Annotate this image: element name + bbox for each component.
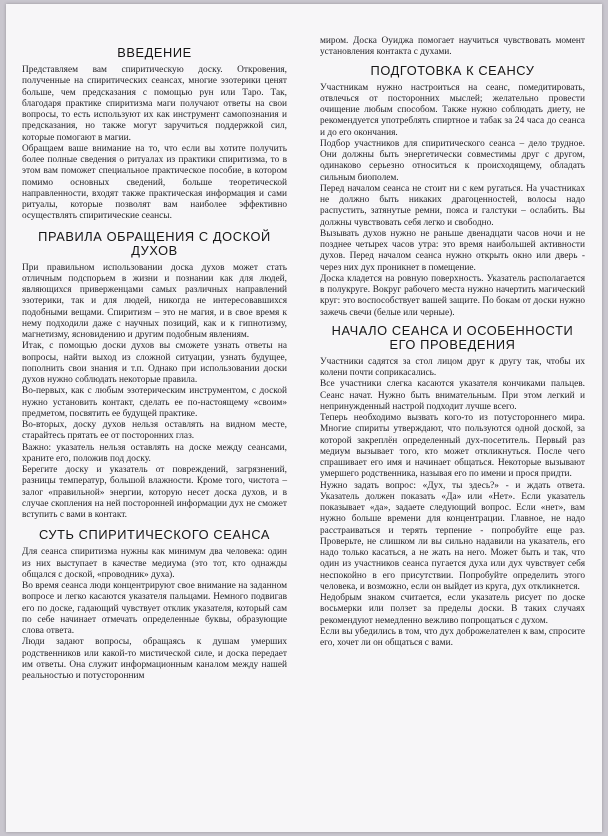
rules-paragraph: Берегите доску и указатель от повреждений, загрязнений, разницы температур, большой влажности. Кроме того, чистота – залог «правильной» энергии, которую несет доска духов, и в случае скопления на ней посторонней информации дух не сможет вступить с вами в контакт. xyxy=(22,465,287,520)
intro-paragraph: Представляем вам спиритическую доску. Откровения, полученные на спиритических сеансах, многие эзотерики ценят больше, чем предсказания с помощью рун или Таро. Так, благодаря практике спиритизма маги получают ответы на свои вопросы, то есть используют их как инструмент самопознания и предсказания, но также могут заручиться поддержкой сил, которые помогают в магии. xyxy=(22,65,287,143)
start-paragraph: Недобрым знаком считается, если указатель рисует по доске восьмерки или ползет за пределы доски. В таких случаях рекомендуют немедленно вежливо попрощаться с духом. xyxy=(320,593,585,626)
start-paragraph: Теперь необходимо вызвать кого-то из потустороннего мира. Многие спириты утверждают, что пользуются одной доской, за которой закреплён определенный дух-посетитель. Первый раз медиум вызывает того, кто может откликнуться. После чего спрашивает его имя и начинает общаться. Некоторые вызывают умершего родственника, называя его по имени и прося придти. xyxy=(320,413,585,480)
rules-paragraph: Во-вторых, доску духов нельзя оставлять на видном месте, старайтесь прятать ее от посторонних глаз. xyxy=(22,420,287,442)
prep-paragraph: Перед началом сеанса не стоит ни с кем ругаться. На участниках не должно быть никаких драгоценностей, волосы надо распустить, затянутые ремни, пояса и галстуки – ослабить. Вы должны чувствовать себя легко и свободно. xyxy=(320,183,585,228)
start-paragraph: Участники садятся за стол лицом друг к другу так, чтобы их колени почти соприкасались. xyxy=(320,356,585,378)
essence-paragraph: Люди задают вопросы, обращаясь к душам умерших родственников или какой-то мистической силе, и доска передает им ответы. Она служит информационным каналом между нашей реальностью и потусторонним xyxy=(22,637,287,681)
rules-paragraph: Во-первых, как с любым эзотерическим инструментом, с доской нужно установить контакт, сделать ее по-настоящему «своим» предметом, посвятить ее будущей практике. xyxy=(22,386,287,419)
prep-paragraph: Подбор участников для спиритического сеанса – дело трудное. Они должны быть энергетически совместимы друг с другом, одинаково серьезно относиться к происходящему, обладать сильным биополем. xyxy=(320,138,585,183)
rules-paragraph: Итак, с помощью доски духов вы сможете узнать ответы на вопросы, найти выход из сложной ситуации, узнать будущее, пополнить свои знания и т.п. Однако при использовании доски духов нужно соблюдать некоторые правила. xyxy=(22,341,287,385)
rules-paragraph: При правильном использовании доска духов может стать отличным подспорьем в жизни и познании как для людей, являющихся приверженцами самых различных направлений эзотерики, так и для людей, никогда не интересовавшихся подобными вещами. Спиритизм – это не магия, и в свое время к нему подходили даже с научных позиций, как и к гипнотизму, магнетизму, ясновидению и другим подобным явлениям. xyxy=(22,262,287,340)
start-paragraph: Если вы убедились в том, что дух доброжелателен к вам, спросите его, хочет ли он общаться с вами. xyxy=(320,626,585,648)
continuation-paragraph: миром. Доска Оуиджа помогает научиться чувствовать момент установления контакта с духами. xyxy=(320,36,585,58)
start-paragraph: Нужно задать вопрос: «Дух, ты здесь?» - и ждать ответа. Указатель должен показать «Да» или «Нет». Если указатель показывает «да», задаете следующий вопрос. Если «нет», вам нужно больше времени для концентрации. Главное, не надо расстраиваться и терять терпение - попробуйте еще раз. Проверьте, не слишком ли вы сильно надавили на указатель, его надо только касаться, а не жать на него. Может быть и так, что один из участников сеанса пугается духа или дух чувствует себя неспокойно в его присутствии. Попробуйте определить этого человека, и возможно, если он выйдет из круга, дух откликнется. xyxy=(320,480,585,592)
start-paragraph: Все участники слегка касаются указателя кончиками пальцев. Сеанс начат. Нужно быть внимательным. При этом легкий и непринужденный настрой подходит лучше всего. xyxy=(320,379,585,412)
prep-paragraph: Участникам нужно настроиться на сеанс, помедитировать, отвлечься от посторонних мыслей; желательно провести очищение любым способом. Также нужно соблюдать диету, не рекомендуется употреблять спиртное и табак за 24 часа до сеанса и до его окончания. xyxy=(320,82,585,138)
rules-heading: ПРАВИЛА ОБРАЩЕНИЯ С ДОСКОЙ ДУХОВ xyxy=(38,228,271,258)
right-column xyxy=(320,36,585,649)
essence-paragraph: Во время сеанса люди концентрируют свое внимание на заданном вопросе и легко касаются указателя пальцами. Немного подвигав его по доске, гадающий чувствует отклик указателя, который сам по себе начинает отмечать определенные буквы, образующие слова ответа. xyxy=(22,581,287,636)
rules-paragraph: Важно: указатель нельзя оставлять на доске между сеансами, храните его, положив под доску. xyxy=(22,442,287,464)
prep-heading: ПОДГОТОВКА К СЕАНСУ xyxy=(370,62,535,78)
start-heading: НАЧАЛО СЕАНСА И ОСОБЕННОСТИ ЕГО ПРОВЕДЕНИЯ xyxy=(331,322,574,352)
left-column xyxy=(22,44,287,682)
essence-heading: СУТЬ СПИРИТИЧЕСКОГО СЕАНСА xyxy=(38,527,271,543)
prep-paragraph: Вызывать духов нужно не раньше двенадцати часов ночи и не позднее четырех часов утра: это время наибольшей активности духов. Перед началом сеанса нужно открыть окно или дверь - через них дух проникнет в помещение. xyxy=(320,228,585,273)
intro-paragraph: Обращаем ваше внимание на то, что если вы хотите получить более полные сведения о ритуалах из практики спиритизма, то в этом вам поможет специальное практическое пособие, в котором помимо основных сведений, больше теоретической направленности, входят также практическая информация и сами ритуалы, которые позволят вам наиболее эффективно осуществлять спиритические сеансы. xyxy=(22,143,287,222)
prep-paragraph: Доска кладется на ровную поверхность. Указатель располагается в полукруге. Вокруг рабочего места нужно начертить магический круг: это воспособствует вашей защите. По бокам от доски нужно зажечь свечи (белые или черные). xyxy=(320,273,585,318)
booklet-page xyxy=(6,4,602,832)
essence-paragraph: Для сеанса спиритизма нужны как минимум два человека: один из них выступает в качестве медиума (это тот, кто однажды общался с доской, «проводник» духа). xyxy=(22,547,287,580)
intro-heading: ВВЕДЕНИЕ xyxy=(117,45,192,60)
